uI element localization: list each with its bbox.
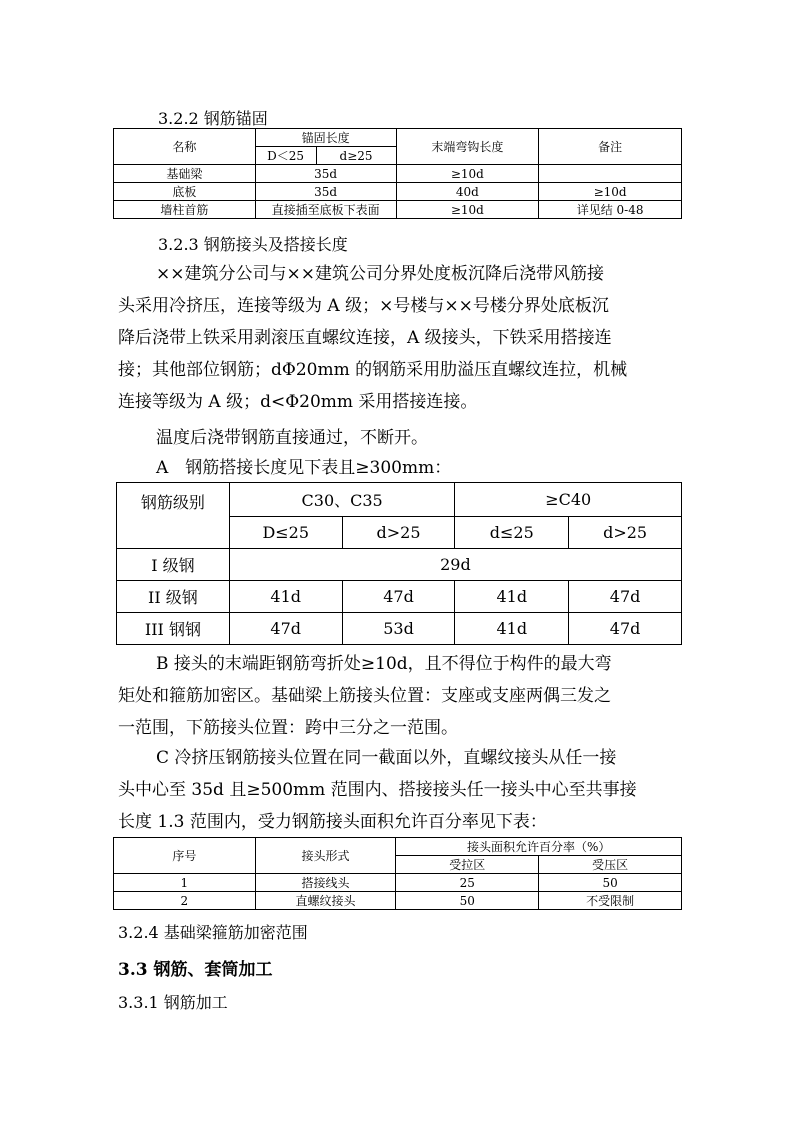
- cell: 40d: [396, 183, 539, 201]
- th-form: 接头形式: [255, 838, 396, 874]
- cell: 29d: [229, 549, 681, 581]
- cell: III 钢钢: [117, 613, 230, 645]
- cell: 41d: [229, 581, 342, 613]
- cell: [539, 165, 682, 183]
- th-sub: D≤25: [229, 517, 342, 549]
- th-sub: d≤25: [455, 517, 569, 549]
- cell: 底板: [114, 183, 256, 201]
- table-row: [114, 183, 682, 201]
- cell: 35d: [255, 165, 396, 183]
- heading-3-2-3: 3.2.3 钢筋接头及搭接长度: [158, 235, 348, 254]
- th-sub: d>25: [569, 517, 682, 549]
- cell: 搭接线头: [255, 874, 396, 892]
- cell: 直螺纹接头: [255, 892, 396, 910]
- paragraph-3: A 钢筋搭接长度见下表且≥300mm：: [156, 458, 452, 478]
- cell: 47d: [569, 613, 682, 645]
- table-row: [114, 892, 682, 910]
- cell: II 级钢: [117, 581, 230, 613]
- cell: ≥10d: [396, 165, 539, 183]
- text-line: B 接头的末端距钢筋弯折处≥10d，且不得位于构件的最大弯: [156, 654, 612, 674]
- th-c40: ≥C40: [455, 483, 682, 517]
- table-row: [117, 549, 682, 581]
- cell: 基础梁: [114, 165, 256, 183]
- anchorage-table: [113, 128, 682, 219]
- table-row: [114, 201, 682, 219]
- table-row: [114, 874, 682, 892]
- cell: 41d: [455, 581, 569, 613]
- th-sub: d>25: [342, 517, 455, 549]
- cell: ≥10d: [539, 183, 682, 201]
- cell: 35d: [255, 183, 396, 201]
- text-line: 一范围，下筋接头位置：跨中三分之一范围。: [118, 718, 458, 738]
- paragraph-2: 温度后浇带钢筋直接通过，不断开。: [156, 428, 428, 448]
- cell: 47d: [342, 581, 455, 613]
- text-line: 降后浇带上铁采用剥滚压直螺纹连接，A 级接头，下铁采用搭接连: [118, 328, 612, 348]
- table-row: [117, 613, 682, 645]
- th-d2: d≥25: [316, 147, 396, 165]
- th-hook: 末端弯钩长度: [396, 129, 539, 165]
- table-row: [117, 581, 682, 613]
- cell: 41d: [455, 613, 569, 645]
- cell: 53d: [342, 613, 455, 645]
- cell: 47d: [569, 581, 682, 613]
- heading-3-2-2: 3.2.2 钢筋锚固: [158, 109, 268, 128]
- cell: 详见结 0-48: [539, 201, 682, 219]
- th-compression: 受压区: [539, 856, 682, 874]
- cell: 1: [114, 874, 256, 892]
- text-line: 长度 1.3 范围内，受力钢筋接头面积允许百分率见下表：: [118, 812, 547, 832]
- cell: 25: [396, 874, 539, 892]
- text-line: ××建筑分公司与××建筑公司分界处度板沉降后浇带风筋接: [156, 264, 604, 284]
- heading-3-3-1: 3.3.1 钢筋加工: [118, 993, 228, 1012]
- th-tension: 受拉区: [396, 856, 539, 874]
- text-line: C 冷挤压钢筋接头位置在同一截面以外，直螺纹接头从任一接: [156, 748, 617, 768]
- paragraph-c: [118, 742, 637, 838]
- paragraph-1: [118, 258, 627, 418]
- cell: 不受限制: [539, 892, 682, 910]
- table-row: [114, 165, 682, 183]
- th-c30: C30、C35: [229, 483, 455, 517]
- th-anchor: 锚固长度: [255, 129, 396, 147]
- th-d1: D＜25: [255, 147, 316, 165]
- lap-length-table: [116, 482, 682, 645]
- cell: 2: [114, 892, 256, 910]
- cell: 47d: [229, 613, 342, 645]
- text-line: 接；其他部位钢筋；dΦ20mm 的钢筋采用肋溢压直螺纹连拉，机械: [118, 360, 628, 380]
- cell: 直接插至底板下表面: [255, 201, 396, 219]
- paragraph-b: [118, 648, 612, 744]
- joint-area-table: [113, 837, 682, 910]
- th-pct: 接头面积允许百分率（%）: [396, 838, 682, 856]
- cell: 50: [539, 874, 682, 892]
- heading-3-2-4: 3.2.4 基础梁箍筋加密范围: [118, 923, 308, 942]
- cell: ≥10d: [396, 201, 539, 219]
- text-line: 头采用冷挤压，连接等级为 A 级；×号楼与××号楼分界处底板沉: [118, 296, 609, 316]
- text-line: 矩处和箍筋加密区。基础梁上筋接头位置：支座或支座两偶三发之: [118, 686, 611, 706]
- th-name: 名称: [114, 129, 256, 165]
- text-line: 头中心至 35d 且≥500mm 范围内、搭接接头任一接头中心至共事接: [118, 780, 637, 800]
- heading-3-3: 3.3 钢筋、套筒加工: [118, 960, 273, 980]
- th-grade: 钢筋级别: [117, 483, 230, 549]
- cell: 墙柱首筋: [114, 201, 256, 219]
- text-line: 连接等级为 A 级；d<Φ20mm 采用搭接连接。: [118, 392, 478, 412]
- cell: I 级钢: [117, 549, 230, 581]
- th-note: 备注: [539, 129, 682, 165]
- cell: 50: [396, 892, 539, 910]
- th-no: 序号: [114, 838, 256, 874]
